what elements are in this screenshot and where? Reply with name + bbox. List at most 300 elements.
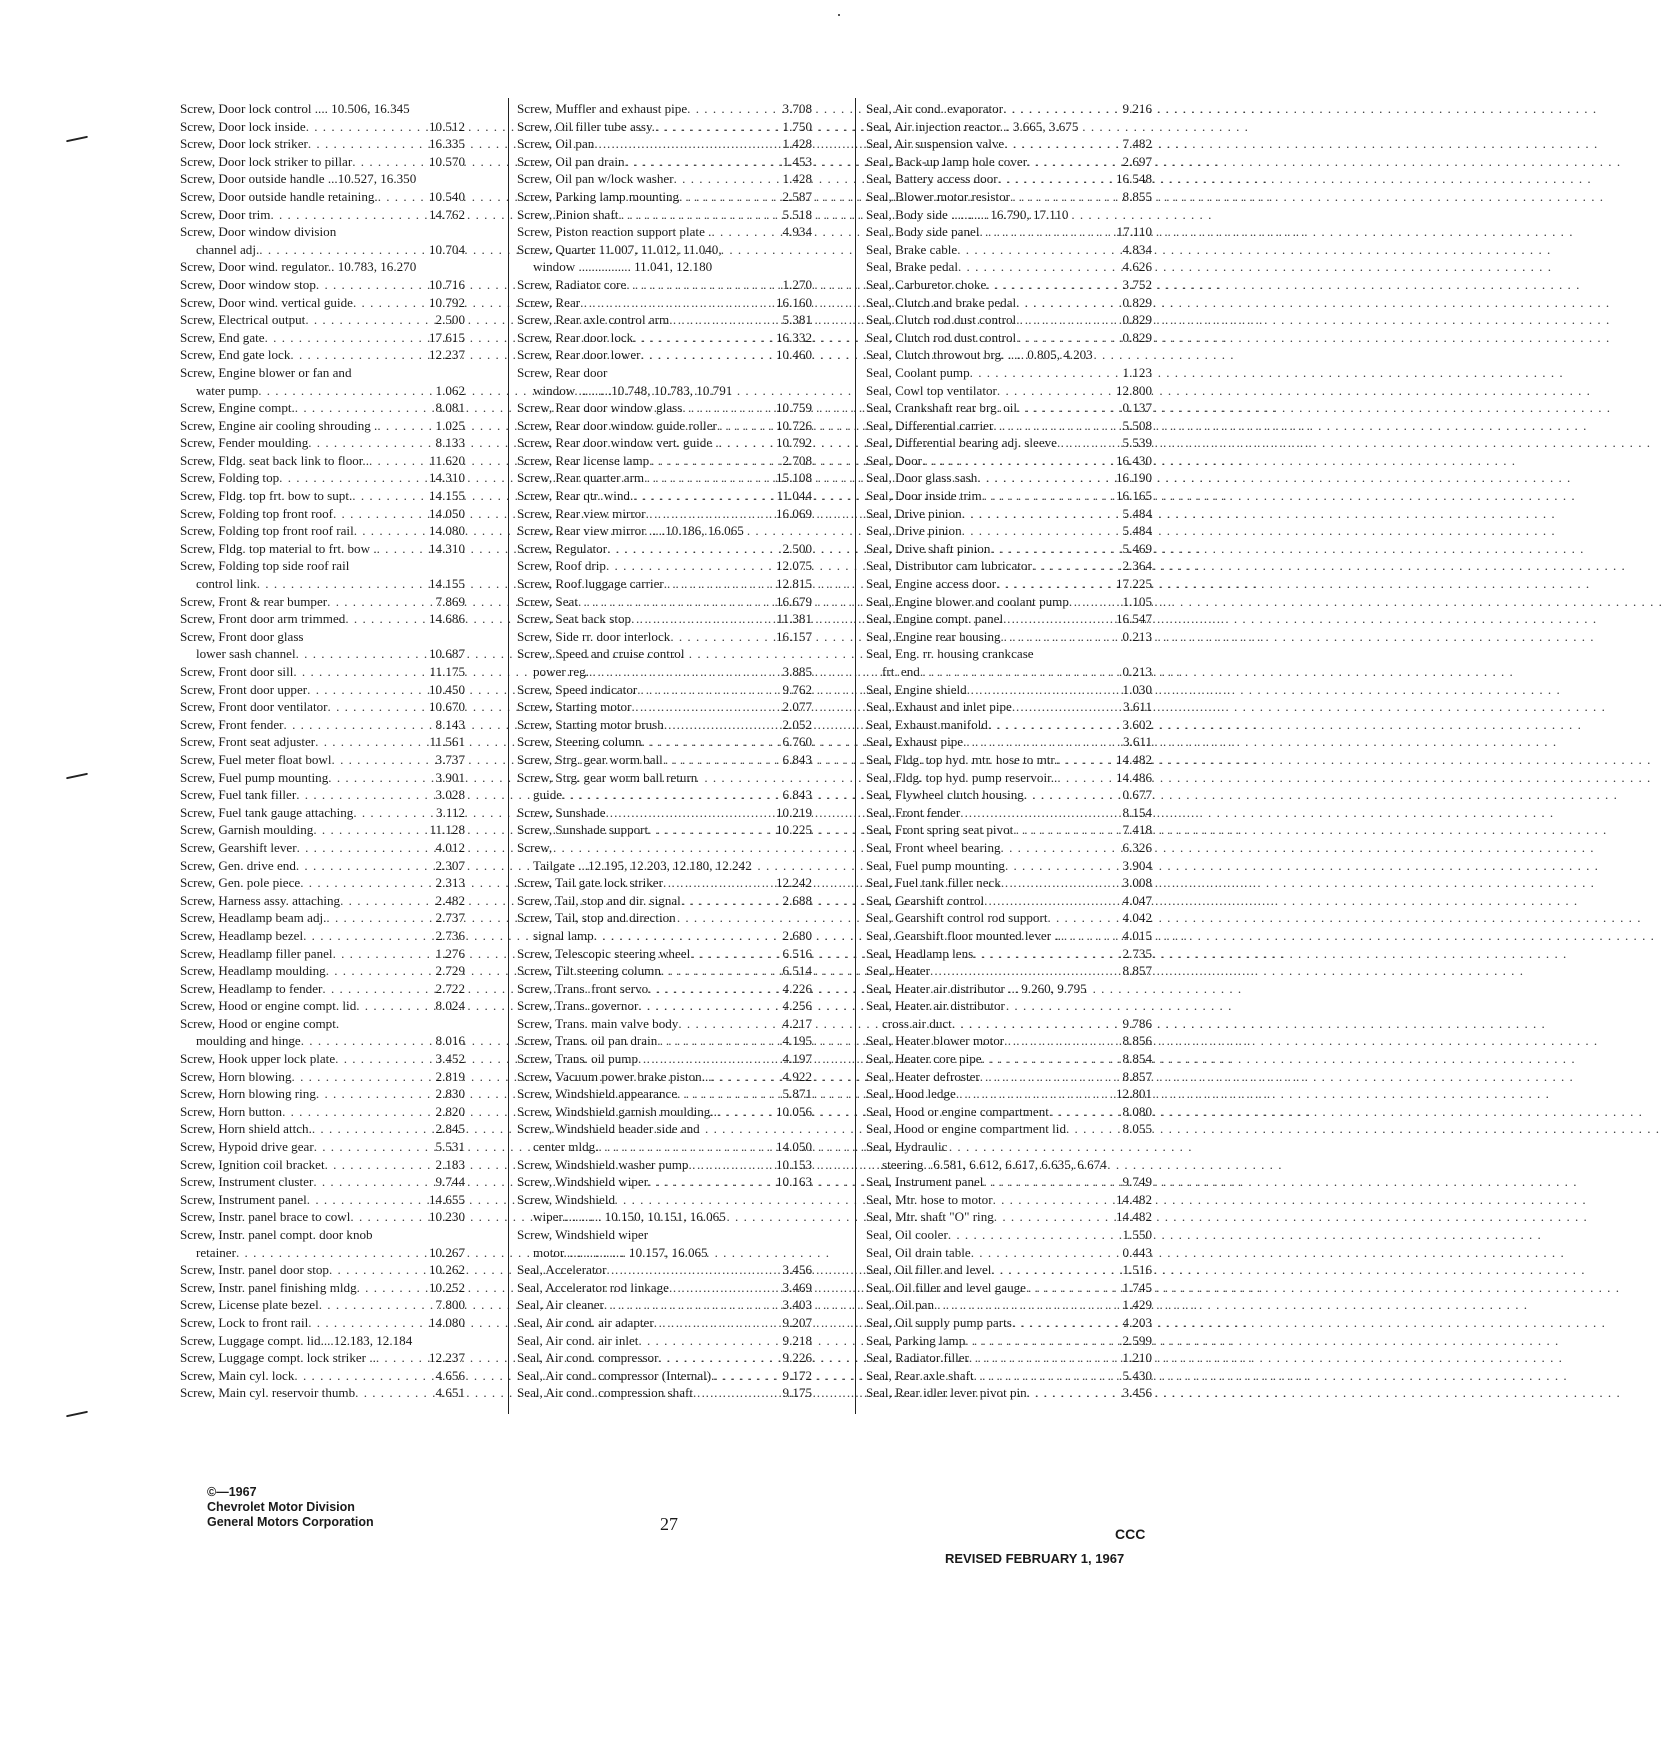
dot-leader: [719, 434, 774, 452]
reference-number: 8.857: [1122, 963, 1152, 979]
dot-leader: [1016, 311, 1120, 329]
dot-leader: [315, 733, 427, 751]
reference-number: 1.745: [1122, 1279, 1152, 1295]
entry-text: Seal, Hood or engine compartment lid: [866, 1121, 1066, 1137]
entry-line: [517, 1332, 812, 1350]
reference-number: 11.044: [776, 488, 812, 504]
entry-text: center mldg.: [533, 1139, 599, 1155]
entry-text: Screw, Rear door: [517, 364, 608, 380]
dot-leader: [293, 663, 427, 681]
dot-leader: [625, 153, 781, 171]
index-entry: [180, 1120, 465, 1138]
entry-text: Seal, Battery access door: [866, 171, 998, 187]
index-entry: [180, 1279, 465, 1297]
entry-line: [517, 821, 812, 839]
entry-line: [866, 892, 1152, 910]
reference-number: 3.456: [782, 1262, 812, 1278]
index-entry: [180, 1191, 465, 1209]
reference-number: 0.829: [1122, 294, 1152, 310]
entry-text: window ..........10.748, 10.783, 10.791: [533, 382, 733, 398]
reference-number: 0.213: [1122, 628, 1152, 644]
reference-number: 0.677: [1122, 787, 1152, 803]
dot-leader: [1069, 593, 1121, 611]
index-entry: [180, 874, 465, 892]
entry-line: [517, 804, 812, 822]
index-entry: [517, 241, 812, 276]
entry-text: Screw, Rear door lower: [517, 347, 641, 363]
entry-text: Seal, Front spring seat pivot: [866, 822, 1014, 838]
index-entry: [180, 1085, 465, 1103]
entry-text: Screw, Luggage compt. lock striker ..: [180, 1350, 376, 1366]
reference-number: 3.885: [782, 664, 812, 679]
index-entry: [866, 1208, 1152, 1226]
reference-number: 8.055: [1122, 1121, 1152, 1137]
dot-leader: [681, 892, 781, 910]
entry-text: Seal, Mtr. hose to motor: [866, 1191, 993, 1207]
dot-leader: [355, 1384, 433, 1402]
entry-line: [517, 364, 812, 382]
entry-text: cross air duct: [882, 1015, 952, 1031]
entry-text: Screw, Instr. panel finishing mldg: [180, 1279, 357, 1295]
reference-number: 16.430: [1115, 452, 1152, 468]
entry-line: [866, 927, 1152, 945]
entry-line: [180, 892, 465, 910]
dot-leader: [663, 874, 774, 892]
index-entry: [866, 1103, 1152, 1121]
reference-number: 1.105: [1122, 593, 1152, 609]
index-entry: [180, 751, 465, 769]
entry-line: [180, 804, 465, 822]
entry-continuation: [517, 857, 812, 875]
reference-number: 12.242: [775, 875, 812, 891]
reference-number: 5.381: [782, 312, 812, 328]
entry-text: guide: [533, 787, 563, 803]
dot-leader: [971, 1244, 1121, 1262]
entry-text: Screw, Fldg. seat back link to floor..: [180, 452, 369, 468]
entry-line: [517, 399, 812, 417]
index-entry: [180, 399, 465, 417]
index-entry: [517, 1156, 812, 1174]
reference-number: 10.163: [775, 1174, 812, 1190]
index-entry: [517, 769, 812, 804]
entry-continuation: [517, 663, 812, 681]
entry-text: Seal, Distributor cam lubricator: [866, 558, 1032, 574]
entry-text: Screw, Rear license lamp: [517, 452, 650, 468]
column-divider: [855, 98, 856, 1414]
index-entry: [517, 135, 812, 153]
entry-line: [180, 1103, 465, 1121]
reference-number: 3.112: [436, 804, 465, 820]
entry-text: Screw, Folding top front roof: [180, 505, 333, 521]
reference-number: 5.539: [1122, 435, 1152, 451]
reference-number: 2.052: [782, 716, 812, 732]
entry-text: Screw, Front door upper: [180, 681, 308, 697]
entry-line: [866, 241, 1152, 259]
entry-text: Seal, Air cond. compression shaft: [517, 1385, 694, 1401]
dot-leader: [327, 593, 433, 611]
reference-number: 14.686: [428, 611, 465, 627]
entry-text: Screw, Front door sill: [180, 664, 294, 679]
entry-line: [180, 1296, 465, 1314]
entry-text: Seal, Hydraulic: [866, 1139, 948, 1155]
index-entry: [866, 610, 1152, 628]
dot-leader: [958, 258, 1121, 276]
reference-number: 17.615: [428, 329, 465, 345]
entry-text: Screw, Trans. front servo: [517, 980, 649, 996]
entry-line: [517, 1015, 812, 1033]
index-entry: [866, 1332, 1152, 1350]
index-entry: [180, 1156, 465, 1174]
index-entry: [180, 276, 465, 294]
dot-leader: [934, 1296, 1121, 1314]
entry-line: [866, 118, 1152, 136]
dot-leader: [282, 1103, 433, 1121]
entry-line: [866, 698, 1152, 716]
entry-line: [180, 505, 465, 523]
reference-number: 16.069: [775, 505, 812, 521]
reference-number: 8.857: [1122, 1068, 1152, 1084]
entry-line: [517, 522, 812, 540]
index-entry: [866, 118, 1152, 136]
entry-line: [180, 346, 465, 364]
entry-line: [180, 469, 465, 487]
entry-line: [866, 276, 1152, 294]
index-entry: [180, 593, 465, 611]
dot-leader: [1049, 1103, 1121, 1121]
reference-number: 2.364: [1122, 558, 1152, 574]
index-entry: [180, 927, 465, 945]
entry-text: Seal, Instrument panel: [866, 1174, 984, 1190]
scan-speck: [838, 14, 840, 16]
index-entry: [866, 382, 1152, 400]
index-entry: [517, 540, 812, 558]
dot-leader: [259, 241, 427, 259]
entry-text: Screw, Speed and cruise control: [517, 646, 685, 662]
reference-number: 5.531: [435, 1139, 465, 1155]
index-entry: [180, 452, 465, 470]
index-entry: [866, 1296, 1152, 1314]
reference-number: 7.800: [435, 1297, 465, 1313]
index-entry: [517, 892, 812, 910]
reference-number: 11.175: [429, 664, 465, 679]
entry-continuation: [517, 1138, 812, 1156]
dot-leader: [646, 505, 774, 523]
entry-line: [180, 118, 465, 136]
reference-number: 10.716: [428, 276, 465, 292]
index-entry: [866, 1349, 1152, 1367]
reference-number: 8.133: [435, 435, 465, 451]
entry-line: [517, 575, 812, 593]
dot-leader: [631, 610, 774, 628]
entry-line: [517, 1279, 812, 1297]
index-entry: [517, 997, 812, 1015]
dot-leader: [633, 487, 774, 505]
entry-text: Seal, Fldg. top hyd. pump reservoir..: [866, 769, 1058, 785]
entry-text: Screw, Muffler and exhaust pipe: [517, 101, 688, 116]
entry-line: [866, 487, 1152, 505]
entry-text: Seal, Crankshaft rear brg. oil: [866, 400, 1018, 416]
dot-leader: [313, 1173, 433, 1191]
index-entry: [517, 1032, 812, 1050]
dot-leader: [1003, 100, 1120, 118]
entry-line: [180, 276, 465, 294]
index-entry: [180, 469, 465, 487]
dot-leader: [996, 575, 1114, 593]
reference-number: 9.226: [782, 1350, 812, 1366]
reference-number: 2.599: [1122, 1332, 1152, 1348]
reference-number: 8.081: [435, 400, 465, 416]
reference-number: 15.108: [775, 470, 812, 486]
reference-number: 4.012: [435, 839, 465, 855]
dot-leader: [674, 170, 781, 188]
reference-number: 17.110: [1116, 224, 1152, 240]
index-entry: [180, 223, 465, 258]
dot-leader: [948, 1226, 1121, 1244]
index-entry: [517, 452, 812, 470]
dot-leader: [580, 294, 774, 312]
reference-number: 2.830: [435, 1086, 465, 1102]
dot-leader: [648, 980, 780, 998]
entry-continuation: [866, 663, 1152, 681]
dot-leader: [711, 223, 780, 241]
binding-mark: [66, 136, 88, 143]
entry-line: [517, 1226, 812, 1244]
index-entry: [866, 804, 1152, 822]
entry-text: Screw, Rear door window vert. guide .: [517, 435, 719, 451]
entry-line: [517, 997, 812, 1015]
dot-leader: [258, 382, 433, 400]
index-entry: [866, 628, 1152, 646]
entry-line: [866, 382, 1152, 400]
index-entry: [180, 716, 465, 734]
reference-number: 2.587: [782, 188, 812, 204]
reference-number: 10.570: [428, 153, 465, 169]
dot-leader: [1057, 769, 1114, 787]
reference-number: 17.225: [1115, 576, 1152, 592]
dot-leader: [279, 469, 427, 487]
entry-continuation: [517, 258, 812, 276]
entry-text: Seal, Brake cable: [866, 241, 958, 257]
index-entry: [517, 751, 812, 769]
dot-leader: [962, 505, 1121, 523]
entry-text: Seal, Clutch throwout brg. ..... 0.805, 4.203: [866, 347, 1093, 363]
index-entry: [866, 874, 1152, 892]
entry-line: [517, 1314, 812, 1332]
index-entry: [866, 399, 1152, 417]
dot-leader: [677, 1085, 780, 1103]
dot-leader: [631, 698, 780, 716]
reference-number: 16.679: [775, 593, 812, 609]
dot-leader: [633, 329, 774, 347]
index-entry: [866, 1367, 1152, 1385]
index-entry: [180, 628, 465, 663]
reference-number: 3.708: [782, 101, 812, 116]
index-entry: [866, 487, 1152, 505]
entry-line: [866, 1138, 1152, 1156]
entry-line: [180, 962, 465, 980]
dot-leader: [638, 1332, 780, 1350]
index-entry: [517, 575, 812, 593]
reference-number: 8.154: [1122, 804, 1152, 820]
entry-line: [180, 716, 465, 734]
reference-number: 8.080: [1122, 1103, 1152, 1119]
dot-leader: [663, 751, 781, 769]
index-entry: [517, 1296, 812, 1314]
index-entry: [180, 610, 465, 628]
entry-line: [866, 206, 1152, 224]
entry-text: Screw, Rear door window guide roller: [517, 417, 717, 433]
dot-leader: [1047, 909, 1120, 927]
reference-number: 1.210: [1122, 1350, 1152, 1366]
reference-number: 10.687: [428, 646, 465, 662]
dot-leader: [236, 1244, 427, 1262]
entry-text: wiper............ 10.150, 10.151, 16.065: [533, 1209, 726, 1225]
dot-leader: [594, 135, 780, 153]
entry-text: channel adj.: [196, 241, 260, 257]
entry-text: Screw, Fuel meter float bowl: [180, 751, 332, 767]
entry-line: [866, 223, 1152, 241]
index-entry: [180, 1050, 465, 1068]
entry-text: Screw, Hook upper lock plate: [180, 1051, 336, 1067]
entry-line: [180, 294, 465, 312]
dot-leader: [993, 1191, 1114, 1209]
index-entry: [180, 733, 465, 751]
reference-number: 3.611: [1123, 734, 1152, 750]
dot-leader: [654, 1314, 781, 1332]
index-entry: [517, 1226, 812, 1261]
dot-leader: [332, 751, 434, 769]
entry-text: Seal, Air cond. compressor: [517, 1350, 659, 1366]
reference-number: 1.453: [782, 153, 812, 169]
entry-text: Screw, Front seat adjuster: [180, 734, 316, 750]
dot-leader: [637, 681, 780, 699]
dot-leader: [1027, 1384, 1121, 1402]
entry-text: Screw, Instr. panel compt. door knob: [180, 1227, 373, 1242]
dot-leader: [1016, 329, 1120, 347]
index-entry: [180, 188, 465, 206]
entry-text: Screw, Electrical output: [180, 312, 306, 328]
index-entry: [517, 1279, 812, 1297]
entry-text: water pump: [196, 382, 259, 398]
dot-leader: [350, 1208, 427, 1226]
dot-leader: [693, 1384, 781, 1402]
entry-text: Seal, Rear idler lever pivot pin: [866, 1385, 1027, 1401]
index-entry: [866, 1261, 1152, 1279]
reference-number: 3.456: [1122, 1385, 1152, 1401]
index-entry: [866, 786, 1152, 804]
index-entry: [866, 1138, 1152, 1173]
dot-leader: [1012, 1314, 1121, 1332]
entry-text: Seal, Air cleaner: [517, 1297, 604, 1313]
entry-line: [517, 1296, 812, 1314]
entry-line: [866, 1296, 1152, 1314]
index-entry: [866, 733, 1152, 751]
dot-leader: [1013, 821, 1120, 839]
dot-leader: [326, 909, 433, 927]
reference-number: 10.219: [775, 804, 812, 820]
reference-number: 3.469: [782, 1279, 812, 1295]
index-column-1: [180, 100, 465, 1402]
index-entry: [180, 206, 465, 224]
entry-line: [180, 751, 465, 769]
entry-text: Screw, Horn button: [180, 1103, 283, 1119]
index-entry: [866, 241, 1152, 259]
index-entry: [866, 188, 1152, 206]
entry-text: Screw, Windshield wiper: [517, 1227, 649, 1242]
entry-line: [866, 170, 1152, 188]
reference-number: 9.172: [782, 1367, 812, 1383]
index-entry: [180, 1173, 465, 1191]
index-entry: [517, 1332, 812, 1350]
index-entry: [180, 505, 465, 523]
reference-number: 9.744: [435, 1174, 465, 1190]
dot-leader: [378, 188, 427, 206]
entry-text: Screw, Steering column: [517, 734, 642, 750]
entry-text: Screw, Door lock inside: [180, 118, 306, 134]
entry-line: [517, 1173, 812, 1191]
index-entry: [517, 1314, 812, 1332]
dot-leader: [1017, 399, 1121, 417]
entry-line: [180, 909, 465, 927]
entry-line: [517, 1349, 812, 1367]
entry-line: [866, 434, 1152, 452]
entry-text: Screw, Horn blowing: [180, 1068, 292, 1084]
entry-line: [180, 452, 465, 470]
dot-leader: [1012, 698, 1121, 716]
entry-text: Screw, Instr. panel door stop: [180, 1262, 329, 1278]
index-entry: [180, 1314, 465, 1332]
dot-leader: [991, 1261, 1120, 1279]
dot-leader: [604, 1296, 781, 1314]
dot-leader: [578, 593, 774, 611]
entry-text: Screw, Rear door window glass: [517, 400, 683, 416]
index-entry: [517, 804, 812, 822]
dot-leader: [626, 276, 780, 294]
index-entry: [517, 522, 812, 540]
entry-text: Screw, Windshield wiper: [517, 1174, 649, 1190]
dot-leader: [641, 346, 774, 364]
dot-leader: [670, 628, 774, 646]
index-entry: [517, 1367, 812, 1385]
reference-number: 14.155: [428, 576, 465, 592]
entry-text: Seal, Engine compt. panel: [866, 611, 1004, 627]
entry-line: [517, 469, 812, 487]
entry-text: control link: [196, 576, 257, 592]
entry-line: [866, 399, 1152, 417]
dot-leader: [300, 874, 433, 892]
entry-line: [180, 1120, 465, 1138]
dot-leader: [329, 1261, 427, 1279]
entry-continuation: [517, 382, 812, 400]
reference-number: 3.901: [435, 769, 465, 785]
entry-text: Seal, Oil supply pump parts: [866, 1314, 1012, 1330]
entry-line: [517, 294, 812, 312]
index-entry: [180, 1332, 465, 1350]
dot-leader: [325, 1156, 434, 1174]
index-entry: [866, 469, 1152, 487]
index-entry: [180, 1384, 465, 1402]
entry-text: lower sash channel: [196, 646, 296, 662]
index-entry: [180, 1103, 465, 1121]
index-entry: [517, 945, 812, 963]
entry-text: Screw, Door lock striker to pillar: [180, 153, 353, 169]
entry-text: Seal, Exhaust and inlet pipe: [866, 699, 1012, 715]
dot-leader: [657, 1032, 780, 1050]
entry-line: [517, 681, 812, 699]
entry-text: Screw, Folding top: [180, 470, 280, 486]
index-entry: [866, 769, 1152, 787]
entry-text: Screw, Gen. drive end: [180, 857, 296, 873]
